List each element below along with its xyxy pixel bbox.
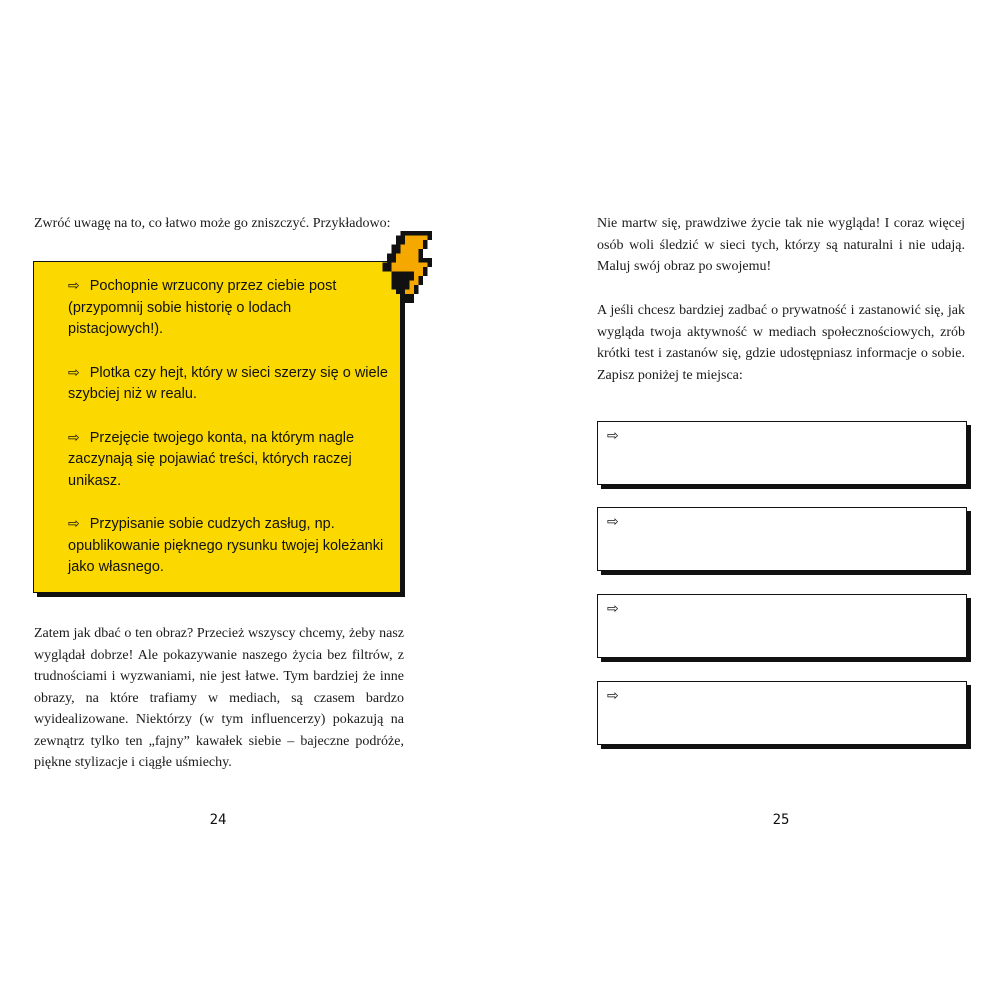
page-number: 25 [772,812,790,828]
arrow-right-icon: ⇨ [607,514,619,530]
list-item-text: Przejęcie twojego konta, na którym nagle zaczynają się pojawiać treści, których raczej unikasz. [68,429,355,489]
examples-box [33,261,401,593]
answer-field[interactable] [597,594,967,658]
body-paragraph: Nie martw się, prawdziwe życie tak nie wygląda! I coraz więcej osób woli śledzić w sieci tych, którzy są naturalni i nie udają. Maluj swój obraz po swojemu! [597,216,965,274]
intro-text: Zwróć uwagę na to, co łatwo może go zniszczyć. Przykładowo: [34,216,391,231]
body-paragraph: Zatem jak dbać o ten obraz? Przecież wszyscy chcemy, żeby nasz wyglądał dobrze! Ale pokazywanie naszego życia bez filtrów, z trudnościami i wyzwaniami, nie jest łatwe. Tym bardziej że inne obrazy, na które trafiamy w mediach, są czasem bardzo wyidealizowane. Niektórzy (w tym influencerzy) pokazują na zewnątrz tylko ten „fajny” kawałek siebie – bajeczne podróże, piękne stylizacje i ciągłe uśmiechy. [34,626,404,770]
list-item [68,428,388,493]
arrow-right-icon: ⇨ [68,278,80,294]
list-item-text: Pochopnie wrzucony przez ciebie post (przypomnij sobie historię o lodach pistacjowych!). [68,278,337,337]
page-number: 24 [209,812,227,828]
lightning-bolt-icon [378,231,432,303]
arrow-right-icon: ⇨ [607,688,619,704]
list-item [68,363,388,406]
answer-field[interactable] [597,507,967,571]
answer-field[interactable] [597,421,967,485]
arrow-right-icon: ⇨ [68,364,80,381]
arrow-right-icon: ⇨ [68,516,80,532]
list-item-text: Przypisanie sobie cudzych zasług, np. opublikowanie pięknego rysunku twojej koleżanki jako własnego. [68,516,384,575]
arrow-right-icon: ⇨ [68,429,80,446]
right-page [500,0,1000,1000]
arrow-right-icon: ⇨ [607,428,619,444]
list-item [68,276,388,341]
list-item [68,514,388,579]
examples-list [68,276,388,601]
arrow-right-icon: ⇨ [607,601,619,617]
list-item-text: Plotka czy hejt, który w sieci szerzy się o wiele szybciej niż w realu. [68,364,388,402]
body-paragraph: A jeśli chcesz bardziej zadbać o prywatność i zastanowić się, jak wygląda twoja aktywność w mediach społecznościowych, zrób krótki test i zastanów się, gdzie udostępniasz informacje o sobie. Zapisz poniżej te miejsca: [597,303,965,383]
answer-field[interactable] [597,681,967,745]
